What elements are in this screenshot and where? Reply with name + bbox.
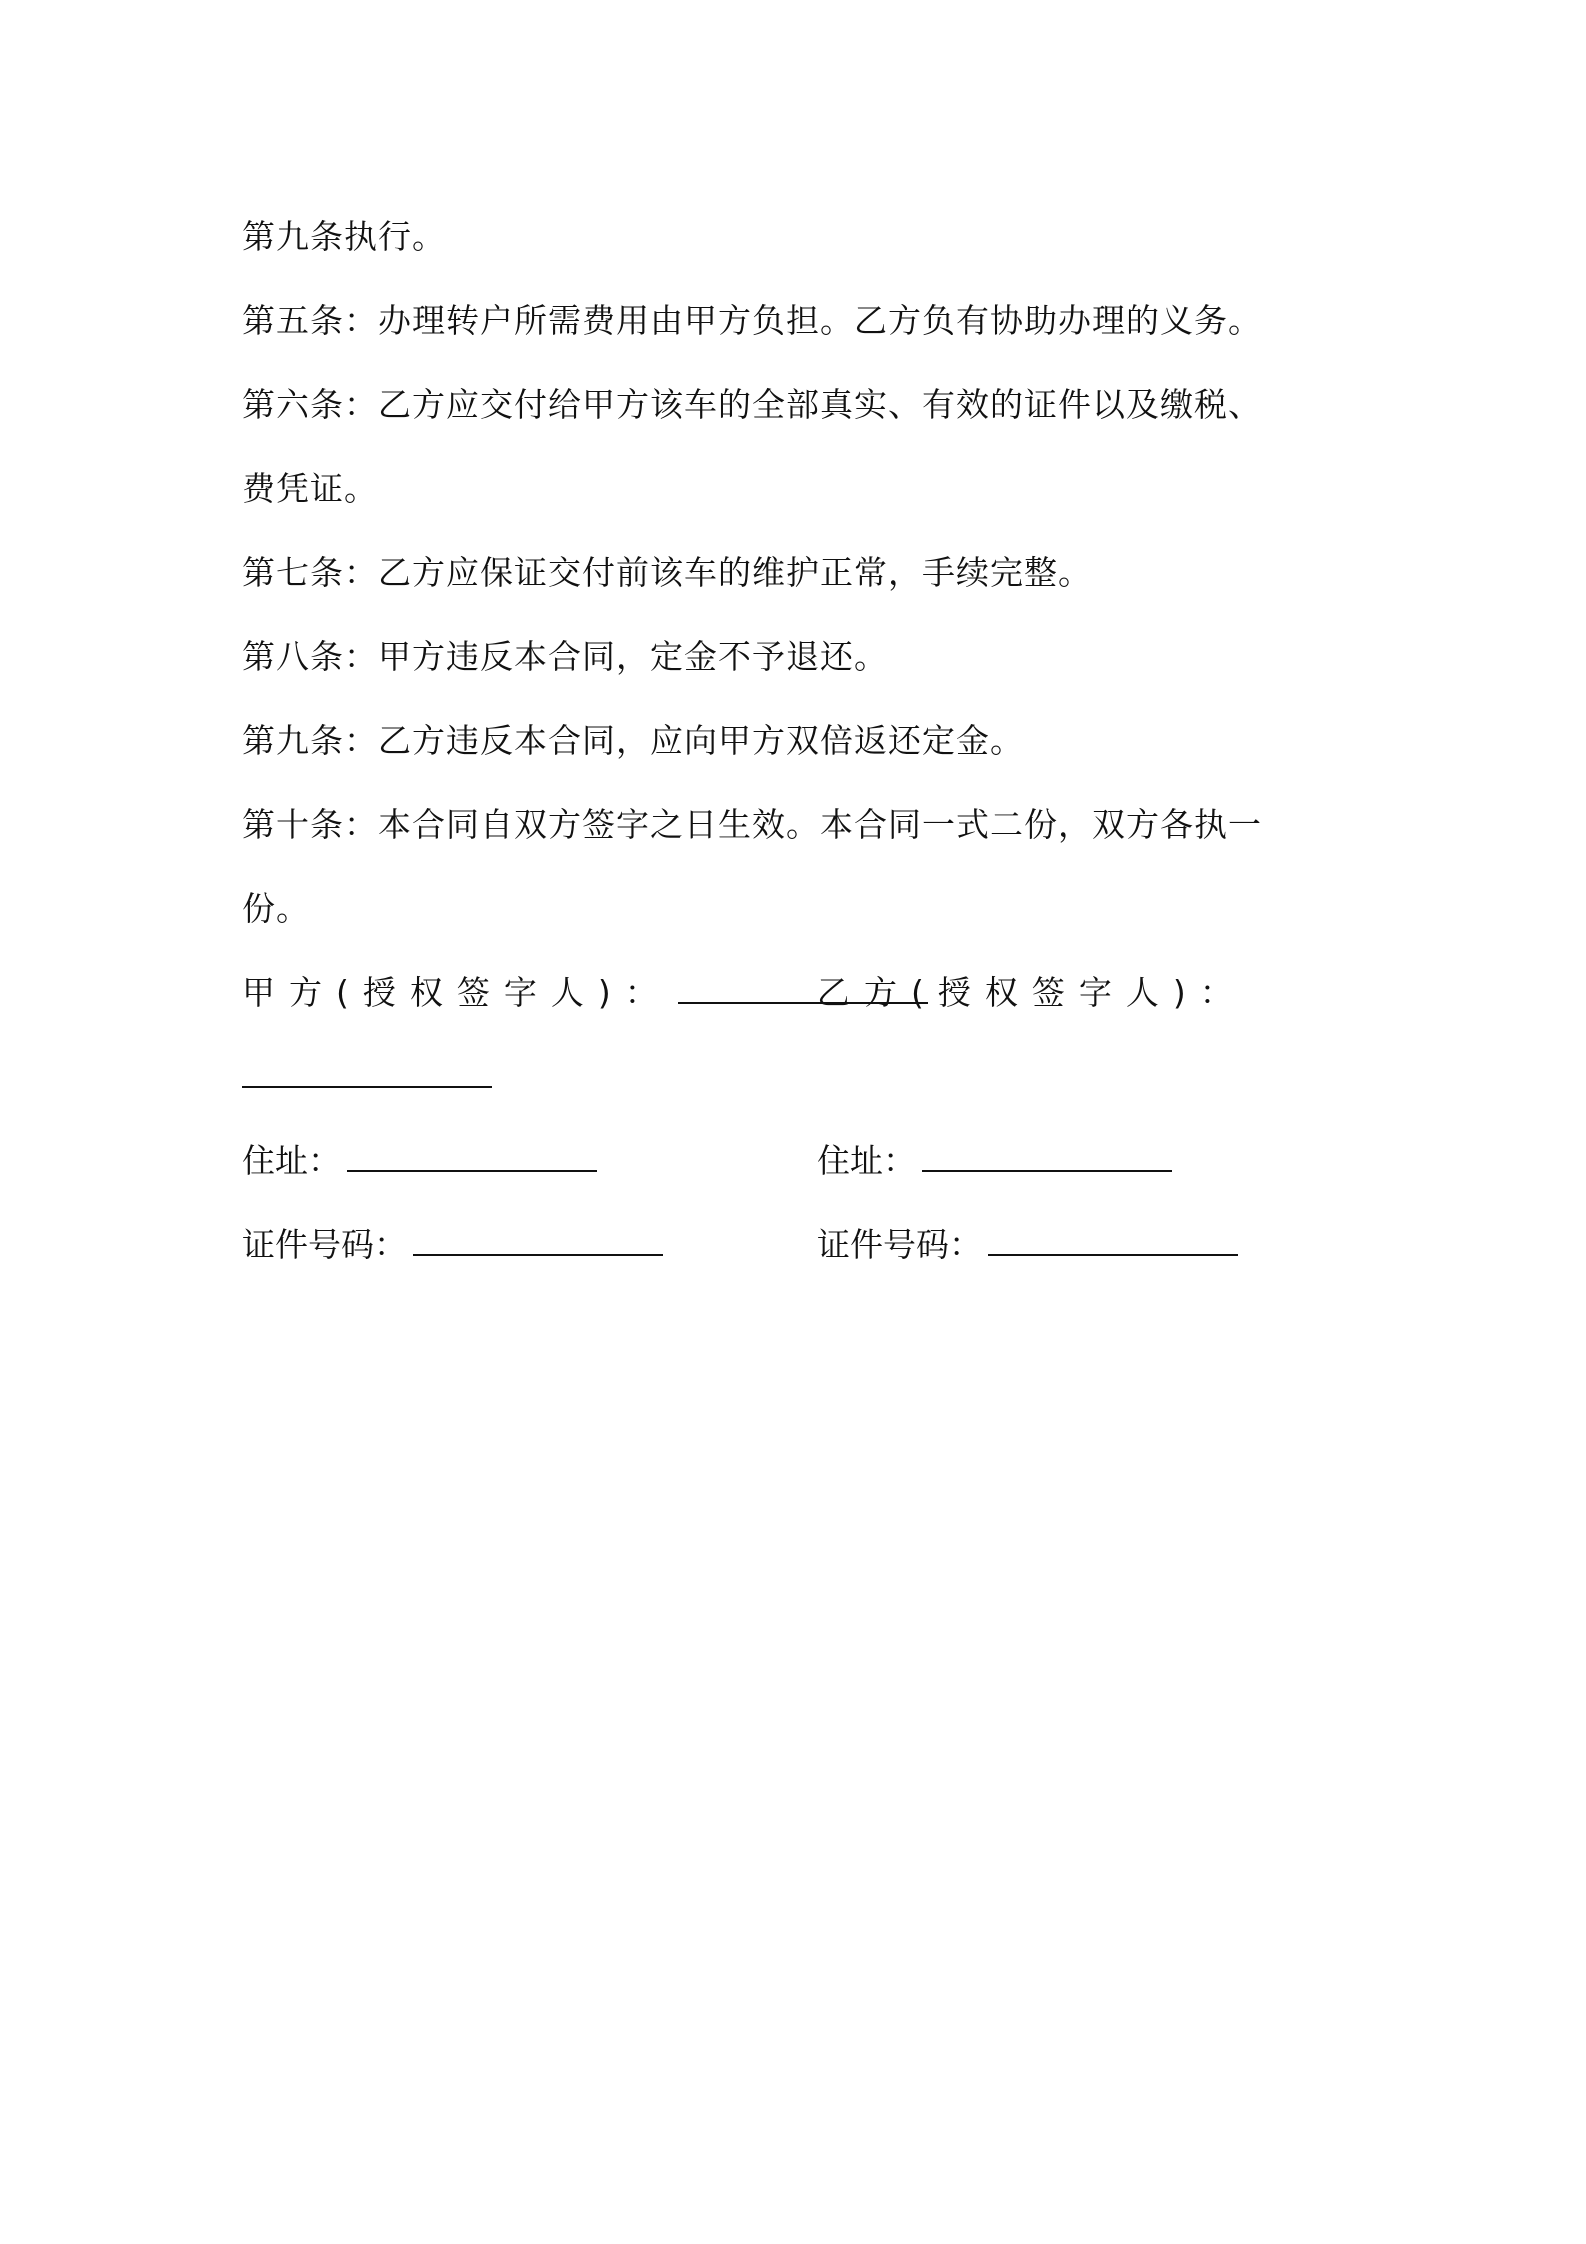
clause-6-continued: 费凭证。 [242, 469, 378, 508]
party-b-id-blank [988, 1224, 1238, 1256]
clause-5: 第五条：办理转户所需费用由甲方负担。乙方负有协助办理的义务。 [242, 301, 1262, 340]
signatory-row [242, 951, 1352, 1035]
paragraph-line: 第九条执行。 [242, 217, 446, 256]
clause-10: 第十条：本合同自双方签字之日生效。本合同一式二份，双方各执一 [242, 805, 1262, 844]
party-a-address-label: 住址： [242, 1141, 341, 1180]
party-b-address-blank [922, 1140, 1172, 1172]
clause-9: 第九条：乙方违反本合同，应向甲方双倍返还定金。 [242, 721, 1024, 760]
party-a-id-label: 证件号码： [242, 1225, 407, 1264]
party-a-address-blank [347, 1140, 597, 1172]
party-b-signature-row [242, 1035, 1352, 1119]
party-b-address-label: 住址： [817, 1141, 916, 1180]
party-b-address [817, 1119, 1172, 1203]
clause-7: 第七条：乙方应保证交付前该车的维护正常，手续完整。 [242, 553, 1092, 592]
party-b-signatory-label: 乙方(授权签字人)： [817, 973, 1247, 1012]
clause-6: 第六条：乙方应交付给甲方该车的全部真实、有效的证件以及缴税、 [242, 385, 1262, 424]
clause-10-continued: 份。 [242, 889, 310, 928]
clause-8: 第八条：甲方违反本合同，定金不予退还。 [242, 637, 888, 676]
party-b-id [817, 1203, 1238, 1287]
id-number-row [242, 1203, 1352, 1287]
party-b-signature-blank [242, 1056, 492, 1088]
contract-body [242, 195, 1352, 1287]
party-a-signatory-label: 甲方(授权签字人)： [242, 973, 672, 1012]
address-row [242, 1119, 1352, 1203]
party-b-id-label: 证件号码： [817, 1225, 982, 1264]
party-a-id-blank [413, 1224, 663, 1256]
